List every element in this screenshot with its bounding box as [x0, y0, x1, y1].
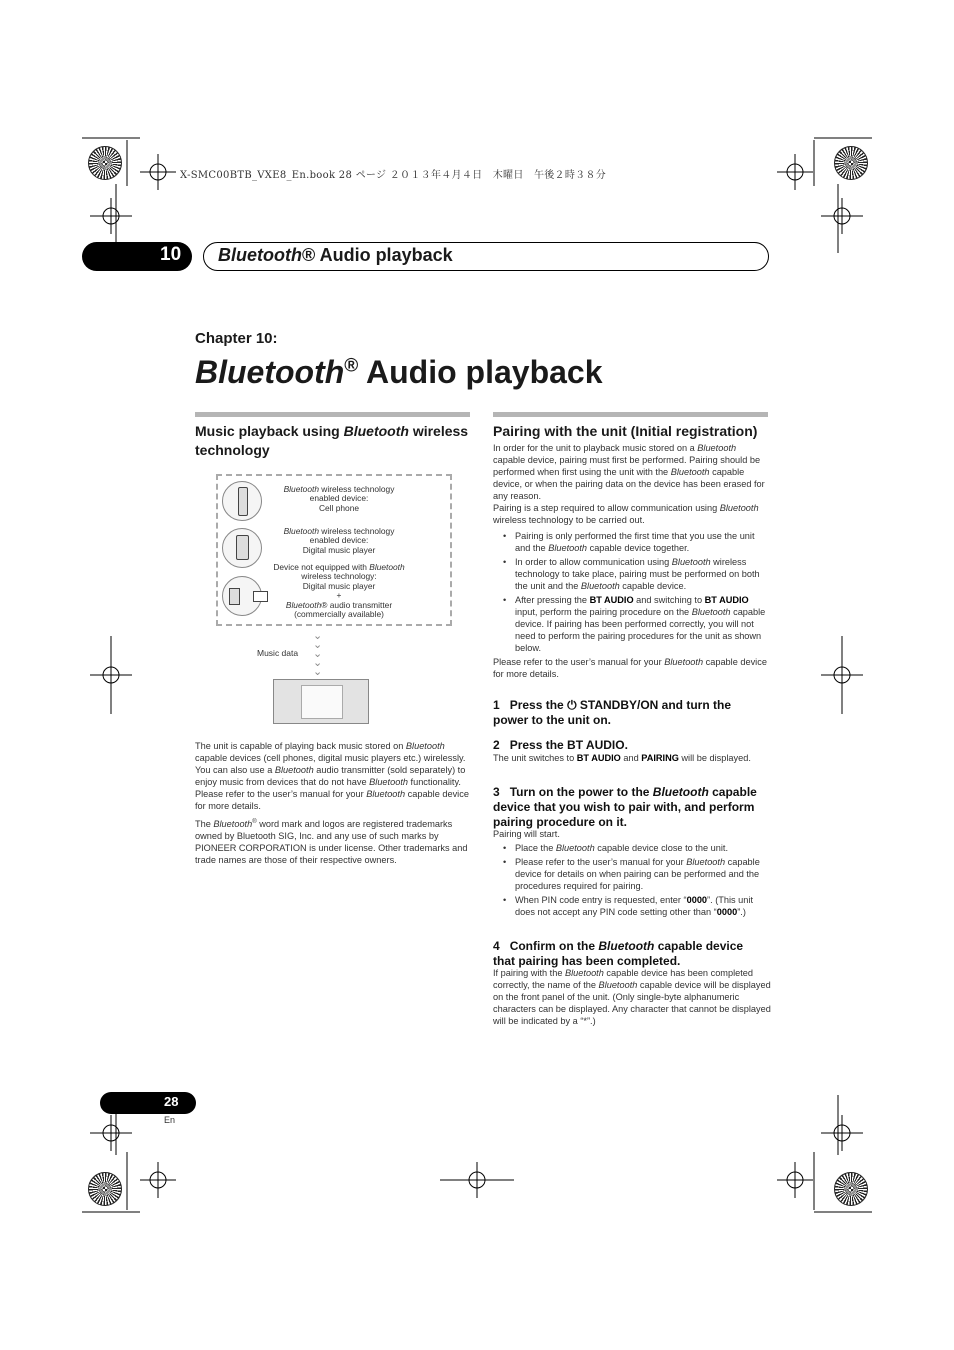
- list-item: • After pressing the BT AUDIO and switching to BT AUDIO input, perform the pairing procedure on the Bluetooth capable device. If pairing has been performed correctly, you will not need to perform the pairing procedures for the unit as shown below.: [515, 594, 768, 654]
- list-item: • When PIN code entry is requested, enter “0000”. (This unit does not accept any PIN code setting other than “0000”.): [515, 894, 768, 918]
- running-header-title: Bluetooth® Audio playback: [218, 245, 453, 265]
- music-data-label: Music data: [257, 648, 299, 658]
- diagram-label-cell-phone: Bluetooth wireless technology enabled device: Cell phone: [283, 484, 395, 513]
- section-bar: [493, 412, 768, 417]
- print-file-line: X-SMC00BTB_VXE8_En.book 28 ページ ２０１３年４月４日 木曜日 午後２時３８分: [180, 170, 607, 181]
- chapter-label: Chapter 10:: [195, 330, 278, 347]
- step-3-heading: 3 Turn on the power to the Bluetooth capable device that you wish to pair with, and perform pairing procedure on it.: [493, 785, 757, 829]
- list-item: • In order to allow communication using Bluetooth wireless technology to take place, pairing must be performed on both the unit and the Bluetooth capable device.: [515, 556, 768, 592]
- page-number-tab: [100, 1092, 196, 1114]
- list-item: • Place the Bluetooth capable device close to the unit.: [515, 842, 768, 854]
- page-number: 28: [164, 1094, 179, 1109]
- step-4-text: If pairing with the Bluetooth capable device has been completed correctly, the name of the Bluetooth capable device will be displayed on the front panel of the unit. (Only single-byte alphanumeric characters can be displayed. Any character that cannot be displayed will be indicated by a “*”.): [493, 968, 771, 1026]
- step-4-heading: 4 Confirm on the Bluetooth capable device that pairing has been completed.: [493, 939, 744, 968]
- pairing-notes-list: [493, 530, 768, 654]
- left-body-text: The unit is capable of playing back music stored on Bluetooth capable devices (cell phones, digital music players etc.) wirelessly. You can also use a Bluetooth audio transmitter (sold separately) to enjoy music from devices that do not have Bluetooth functionality. Please refer to the user’s manual for your Bluetooth capable device for more details. The Bluetooth® word mark and logos are registered trademarks owned by Bluetooth SIG, Inc. and any use of such marks by PIONEER CORPORATION is under license. Other trademarks and trade names are those of their respective owners.: [195, 741, 469, 866]
- step-3-text: Pairing will start. • Place the Bluetooth capable device close to the unit. • Please refer to the user’s manual for your Bluetooth capable device for details on when pairing can be performed and the procedures required for pairing. • When PIN code entry is requested, enter “0000”. (This unit does not accept any PIN code setting other than “0000”.): [493, 828, 768, 920]
- section-bar: [195, 412, 470, 417]
- power-icon: ⏻: [567, 698, 577, 712]
- list-item: • Pairing is only performed the first time that you use the unit and the Bluetooth capable device together.: [515, 530, 768, 554]
- chapter-number: 10: [160, 244, 182, 265]
- left-section-heading: Music playback using Bluetooth wireless technology: [195, 423, 469, 458]
- right-body-intro: In order for the unit to playback music stored on a Bluetooth capable device, pairing must first be performed. Pairing should be performed when first using the unit with the Bluetooth capable device, or when the pairing data on the device has been erased for any reason. Pairing is a step required to allow communication using Bluetooth wireless technology to be carried out. • Pairing is only performed the first time that you use the unit and the Bluetooth capable device together. • In order to allow communication using Bluetooth wireless technology to take place, pairing must be performed on both the unit and the Bluetooth capable device. • After pressing the BT AUDIO and switching to BT AUDIO input, perform the pairing procedure on the Bluetooth capable device. If pairing has been performed correctly, you will not need to perform the pairing procedures for the unit as shown below. Please refer to the user’s manual for your Bluetooth capable device for more details.: [493, 442, 768, 684]
- page-language: En: [164, 1115, 176, 1125]
- step-2-text: The unit switches to BT AUDIO and PAIRING will be displayed.: [493, 753, 751, 763]
- audio-unit-illustration: [273, 679, 369, 724]
- diagram-label-music-player: Bluetooth wireless technology enabled device: Digital music player: [283, 526, 395, 555]
- data-flow-arrows-icon: ⌄ ⌄ ⌄ ⌄ ⌄: [313, 630, 323, 678]
- list-item: • Please refer to the user’s manual for your Bluetooth capable device for details on when pairing can be performed and the procedures required for pairing.: [515, 856, 768, 892]
- step-3-list: [493, 842, 768, 918]
- right-section-heading: Pairing with the unit (Initial registration): [493, 423, 758, 439]
- page-title: Bluetooth® Audio playback: [195, 354, 603, 390]
- step-1-heading: 1 Press the ⏻ STANDBY/ON and turn the power to the unit on.: [493, 698, 732, 727]
- step-2-heading: 2 Press the BT AUDIO.: [493, 738, 628, 752]
- diagram-label-transmitter: Device not equipped with Bluetooth wireless technology: Digital music player + Bluetooth® audio transmitter (commercially available): [273, 562, 405, 620]
